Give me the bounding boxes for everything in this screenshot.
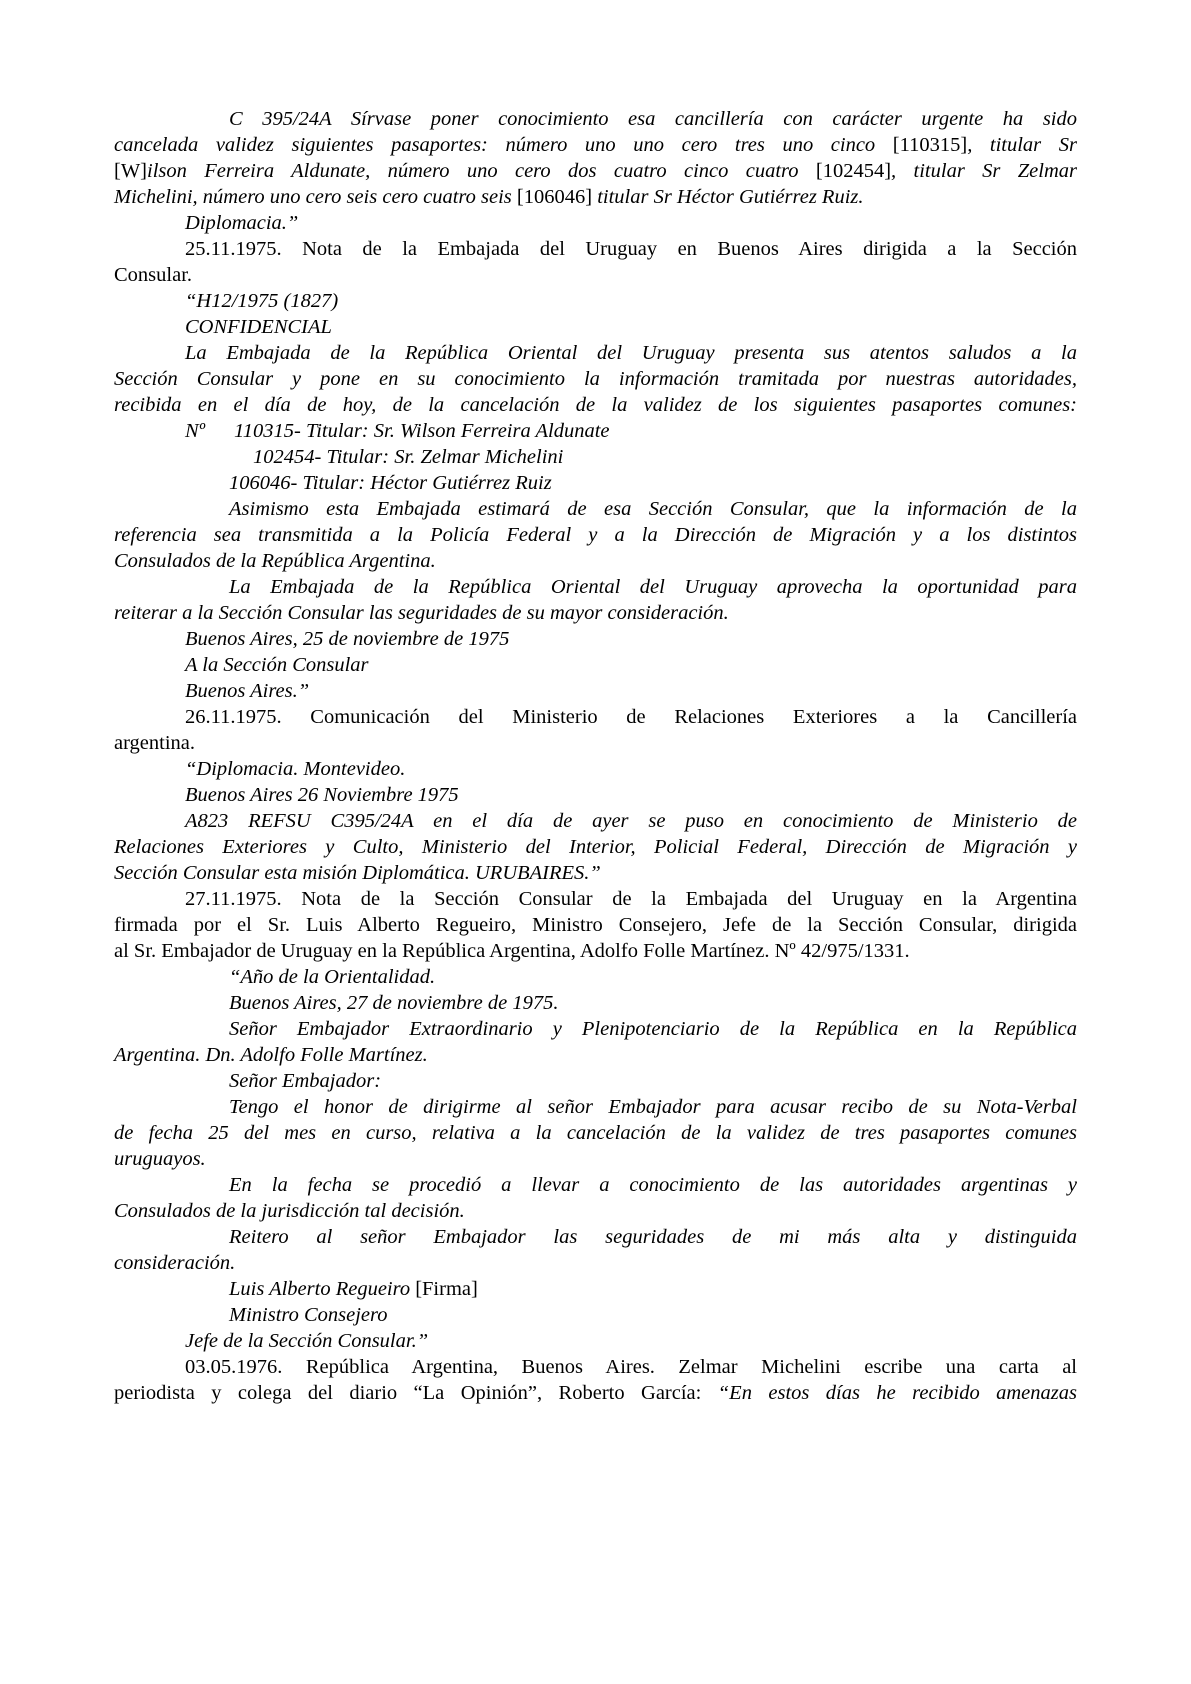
text-line [185,885,1077,913]
text-span: al Sr. Embajador de Uruguay en la República Argentina, Adolfo Folle Martínez. Nº 42/975/1331. [114,940,910,962]
text-line [114,1249,1077,1277]
text-span: , titular Sr Zelmar [891,160,1078,182]
text-span: Consulados de la República Argentina. [114,550,436,572]
text-line [229,963,1077,991]
text-span: consideración. [114,1252,236,1274]
text-span: Reitero al señor Embajador las seguridades de mi más alta y distinguida [229,1226,1077,1248]
text-span: 26.11.1975. Comunicación del Ministerio de Relaciones Exteriores a la Cancillería [185,706,1077,728]
text-line [185,1353,1077,1381]
text-span: La Embajada de la República Oriental del Uruguay aprovecha la oportunidad para [229,576,1077,598]
text-line [229,1223,1077,1251]
text-span: Señor Embajador Extraordinario y Plenipotenciario de la República en la República [229,1018,1077,1040]
text-span: de fecha 25 del mes en curso, relativa a la cancelación de la validez de tres pasaportes comunes [114,1122,1077,1144]
text-span: [110315] [892,134,968,156]
text-line [114,1379,1077,1407]
text-span: Buenos Aires 26 Noviembre 1975 [185,784,459,806]
text-line [229,105,1077,133]
text-span: [102454] [815,160,892,182]
text-span: reiterar a la Sección Consular las seguridades de su mayor consideración. [114,602,729,624]
text-span: Tengo el honor de dirigirme al señor Embajador para acusar recibo de su Nota-Verbal [229,1096,1077,1118]
text-line [114,833,1077,861]
text-span: 25.11.1975. Nota de la Embajada del Uruguay en Buenos Aires dirigida a la Sección [185,238,1077,260]
text-line [185,339,1077,367]
text-span: Relaciones Exteriores y Culto, Ministerio del Interior, Policial Federal, Dirección de Migración y [114,836,1077,858]
text-line [114,131,1077,159]
text-span: Asimismo esta Embajada estimará de esa Sección Consular, que la información de la [229,498,1077,520]
text-line [185,651,1077,679]
text-line [229,1301,1077,1329]
text-line [229,495,1077,523]
text-span: A la Sección Consular [185,654,369,676]
text-span: “En estos días he recibido amenazas [717,1382,1077,1404]
text-span: 110315- Titular: Sr. Wilson Ferreira Aldunate [234,420,610,442]
text-span: Diplomacia.” [185,212,299,234]
text-span: Consular. [114,264,193,286]
text-span: “Diplomacia. Montevideo. [185,758,406,780]
text-line [185,235,1077,263]
text-span: “H12/1975 (1827) [185,290,339,312]
text-line [114,1119,1077,1147]
text-line [185,625,1077,653]
text-line [229,573,1077,601]
text-line [114,937,1077,965]
text-span: A823 REFSU C395/24A en el día de ayer se puso en conocimiento de Ministerio de [185,810,1077,832]
text-line [253,443,1077,471]
text-span: La Embajada de la República Oriental del Uruguay presenta sus atentos saludos a la [185,342,1077,364]
text-span: argentina. [114,732,196,754]
text-span: Sección Consular y pone en su conocimiento la información tramitada por nuestras autoridades, [114,368,1077,390]
text-line [114,183,1077,211]
text-line [185,209,1077,237]
text-line [114,911,1077,939]
text-span: “Año de la Orientalidad. [229,966,436,988]
text-span: recibida en el día de hoy, de la cancelación de la validez de los siguientes pasaportes comunes: [114,394,1077,416]
text-line [185,287,1077,315]
text-line [114,859,1077,887]
text-line [185,755,1077,783]
text-span: [106046] [516,186,593,208]
text-line [185,781,1077,809]
text-line [114,1197,1077,1225]
text-span: firmada por el Sr. Luis Alberto Regueiro, Ministro Consejero, Jefe de la Sección Consular, dirigida [114,914,1077,936]
text-span: titular Sr Héctor Gutiérrez Ruiz. [592,186,864,208]
text-line [114,521,1077,549]
text-line [229,1171,1077,1199]
text-span: Buenos Aires, 25 de noviembre de 1975 [185,628,510,650]
text-span: uruguayos. [114,1148,206,1170]
text-line [229,989,1077,1017]
text-span: [W] [114,160,148,182]
text-span: ilson Ferreira Aldunate, número uno cero dos cuatro cinco cuatro [147,160,816,182]
text-line [114,365,1077,393]
text-line [229,1275,1077,1303]
text-span: Jefe de la Sección Consular.” [185,1330,429,1352]
text-span: Buenos Aires.” [185,680,310,702]
text-line [114,1041,1077,1069]
text-line [185,807,1077,835]
text-span: [Firma] [415,1278,478,1300]
text-line [114,599,1077,627]
text-line [185,703,1077,731]
text-span: 106046- Titular: Héctor Gutiérrez Ruiz [229,472,552,494]
text-span: 27.11.1975. Nota de la Sección Consular de la Embajada del Uruguay en la Argentina [185,888,1077,910]
text-span: Michelini, número uno cero seis cero cuatro seis [114,186,517,208]
text-span: CONFIDENCIAL [185,316,332,338]
text-line [114,261,1077,289]
text-span: C 395/24A Sírvase poner conocimiento esa cancillería con carácter urgente ha sido [229,108,1077,130]
text-line [229,1093,1077,1121]
text-line [229,1015,1077,1043]
text-span: Nº [185,420,206,442]
text-span: Buenos Aires, 27 de noviembre de 1975. [229,992,559,1014]
text-span: Argentina. Dn. Adolfo Folle Martínez. [114,1044,428,1066]
text-line [114,1145,1077,1173]
text-span: Ministro Consejero [229,1304,388,1326]
text-span: periodista y colega del diario “La Opinión”, Roberto García: [114,1382,718,1404]
text-line [229,469,1077,497]
text-line [185,1327,1077,1355]
text-span: 102454- Titular: Sr. Zelmar Michelini [253,446,564,468]
text-span: referencia sea transmitida a la Policía Federal y a la Dirección de Migración y a los distintos [114,524,1077,546]
text-line [185,677,1077,705]
text-span: 03.05.1976. República Argentina, Buenos Aires. Zelmar Michelini escribe una carta al [185,1356,1077,1378]
text-span: En la fecha se procedió a llevar a conocimiento de las autoridades argentinas y [229,1174,1077,1196]
text-line [114,157,1077,185]
text-span: , titular Sr [967,134,1077,156]
text-line [229,1067,1077,1095]
text-span: Señor Embajador: [229,1070,382,1092]
text-line [114,391,1077,419]
text-span: Luis Alberto Regueiro [229,1278,416,1300]
text-span: Sección Consular esta misión Diplomática. URUBAIRES.” [114,862,601,884]
text-line [114,547,1077,575]
text-line [114,729,1077,757]
text-line [185,313,1077,341]
text-span: Consulados de la jurisdicción tal decisión. [114,1200,465,1222]
text-span: cancelada validez siguientes pasaportes: número uno uno cero tres uno cinco [114,134,893,156]
text-line [185,417,1077,445]
